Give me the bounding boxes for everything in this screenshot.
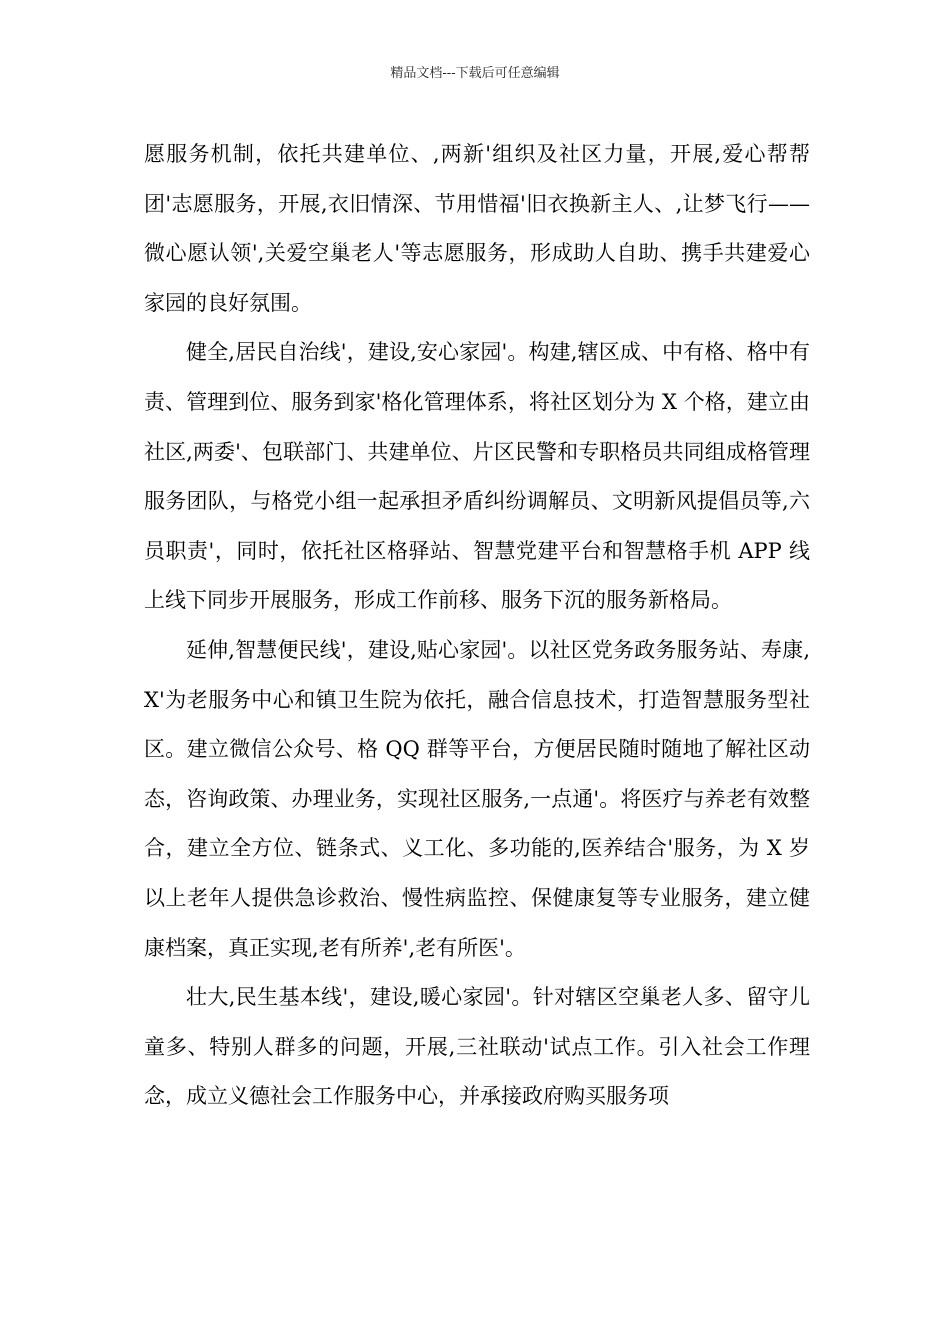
document-body xyxy=(144,130,810,1122)
page-header: 精品文档---下载后可任意编辑 xyxy=(390,66,560,81)
paragraph: 壮大,民生基本线'，建设,暖心家园'。针对辖区空巢老人多、留守儿童多、特别人群多的问题，开展,三社联动'试点工作。引入社会工作理念，成立义德社会工作服务中心，并承接政府购买服务项 xyxy=(144,985,810,1109)
paragraph: 愿服务机制，依托共建单位、,两新'组织及社区力量，开展,爱心帮帮团'志愿服务，开展,衣旧情深、节用惜福'旧衣换新主人、,让梦飞行——微心愿认领',关爱空巢老人'等志愿服务，形成助人自助、携手共建爱心家园的良好氛围。 xyxy=(144,142,810,315)
paragraph: 健全,居民自治线'，建设,安心家园'。构建,辖区成、中有格、格中有责、管理到位、服务到家'格化管理体系，将社区划分为 X 个格，建立由社区,两委'、包联部门、共建单位、片区民警和专职格员共同组成格管理服务团队，与格党小组一起承担矛盾纠纷调解员、文明新风提倡员等,六员职责'，同时，依托社区格驿站、智慧党建平台和智慧格手机 APP 线上线下同步开展服务，形成工作前移、服务下沉的服务新格局。 xyxy=(144,340,810,613)
paragraph: 延伸,智慧便民线'，建设,贴心家园'。以社区党务政务服务站、寿康,X'为老服务中心和镇卫生院为依托，融合信息技术，打造智慧服务型社区。建立微信公众号、格 QQ 群等平台，方便居民随时随地了解社区动态，咨询政策、办理业务，实现社区服务,一点通'。将医疗与养老有效整合，建立全方位、链条式、义工化、多功能的,医养结合'服务，为 X 岁以上老年人提供急诊救治、慢性病监控、保健康复等专业服务，建立健康档案，真正实现,老有所养',老有所医'。 xyxy=(144,637,810,960)
